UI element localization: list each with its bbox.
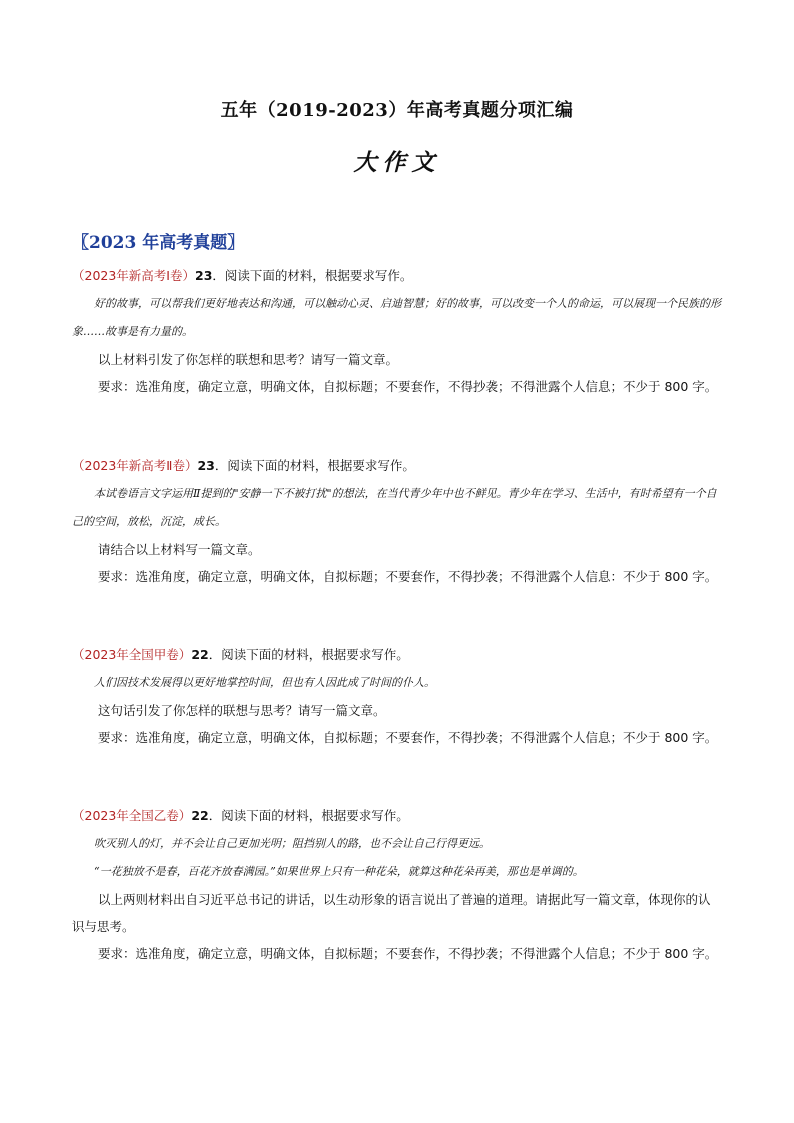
writing-prompt: 请结合以上材料写一篇文章。 <box>98 542 261 557</box>
material-paragraph: 吹灭别人的灯，并不会让自己更加光明；阻挡别人的路，也不会让自己行得更远。 <box>94 837 490 850</box>
question-header <box>72 266 722 290</box>
question-number: 23 <box>195 268 213 283</box>
writing-requirements: 要求：选准角度，确定立意，明确文体，自拟标题；不要套作，不得抄袭；不得泄露个人信息：不少于 800 字。 <box>98 569 718 584</box>
section-heading: 〖2023 年高考真题〗 <box>72 233 245 253</box>
writing-requirements: 要求：选准角度，确定立意，明确文体，自拟标题；不要套作，不得抄袭；不得泄露个人信息；不少于 800 字。 <box>98 730 718 745</box>
writing-requirements: 要求：选准角度，确定立意，明确文体，自拟标题；不要套作，不得抄袭；不得泄露个人信息；不少于 800 字。 <box>98 946 718 961</box>
question-instruction: ．阅读下面的材料，根据要求写作。 <box>212 268 413 283</box>
material-paragraph: 本试卷语言文字运用Ⅱ提到的"安静一下不被打扰"的想法，在当代青少年中也不鲜见。青少年在学习、生活中，有时希望有一个自己的空间，放松，沉淀，成长。 <box>72 487 717 528</box>
question-number: 22 <box>191 647 209 662</box>
question-header <box>72 645 722 669</box>
question-instruction: ．阅读下面的材料，根据要求写作。 <box>208 647 409 662</box>
writing-prompt: 以上两则材料出自习近平总书记的讲话，以生动形象的语言说出了普遍的道理。请据此写一篇文章，体现你的认识与思考。 <box>72 892 711 934</box>
question-header <box>72 456 722 480</box>
question-instruction: ．阅读下面的材料，根据要求写作。 <box>214 458 415 473</box>
question-block <box>72 456 722 590</box>
question-source-tag: （2023年全国乙卷） <box>72 808 192 823</box>
material-paragraph: “一花独放不是春，百花齐放春满园。”如果世界上只有一种花朵，就算这种花朵再美，那也是单调的。 <box>94 865 584 878</box>
writing-prompt: 以上材料引发了你怎样的联想和思考？请写一篇文章。 <box>98 352 399 367</box>
material-paragraph: 好的故事，可以帮我们更好地表达和沟通，可以触动心灵、启迪智慧；好的故事，可以改变一个人的命运，可以展现一个民族的形象……故事是有力量的。 <box>72 297 721 338</box>
writing-requirements: 要求：选准角度，确定立意，明确文体，自拟标题；不要套作，不得抄袭；不得泄露个人信息；不少于 800 字。 <box>98 379 718 394</box>
question-header <box>72 806 722 830</box>
question-source-tag: （2023年新高考Ⅱ卷） <box>72 458 198 473</box>
question-instruction: ．阅读下面的材料，根据要求写作。 <box>208 808 409 823</box>
material-paragraph: 人们因技术发展得以更好地掌控时间，但也有人因此成了时间的仆人。 <box>94 676 435 689</box>
document-subtitle: 大作文 <box>353 149 441 176</box>
question-number: 22 <box>191 808 209 823</box>
question-block <box>72 266 722 400</box>
document-title: 五年（2019-2023）年高考真题分项汇编 <box>220 100 574 121</box>
question-source-tag: （2023年全国甲卷） <box>72 647 192 662</box>
question-number: 23 <box>197 458 215 473</box>
question-block <box>72 645 722 751</box>
question-source-tag: （2023年新高考Ⅰ卷） <box>72 268 195 283</box>
question-block <box>72 806 722 967</box>
writing-prompt: 这句话引发了你怎样的联想与思考？请写一篇文章。 <box>98 703 386 718</box>
